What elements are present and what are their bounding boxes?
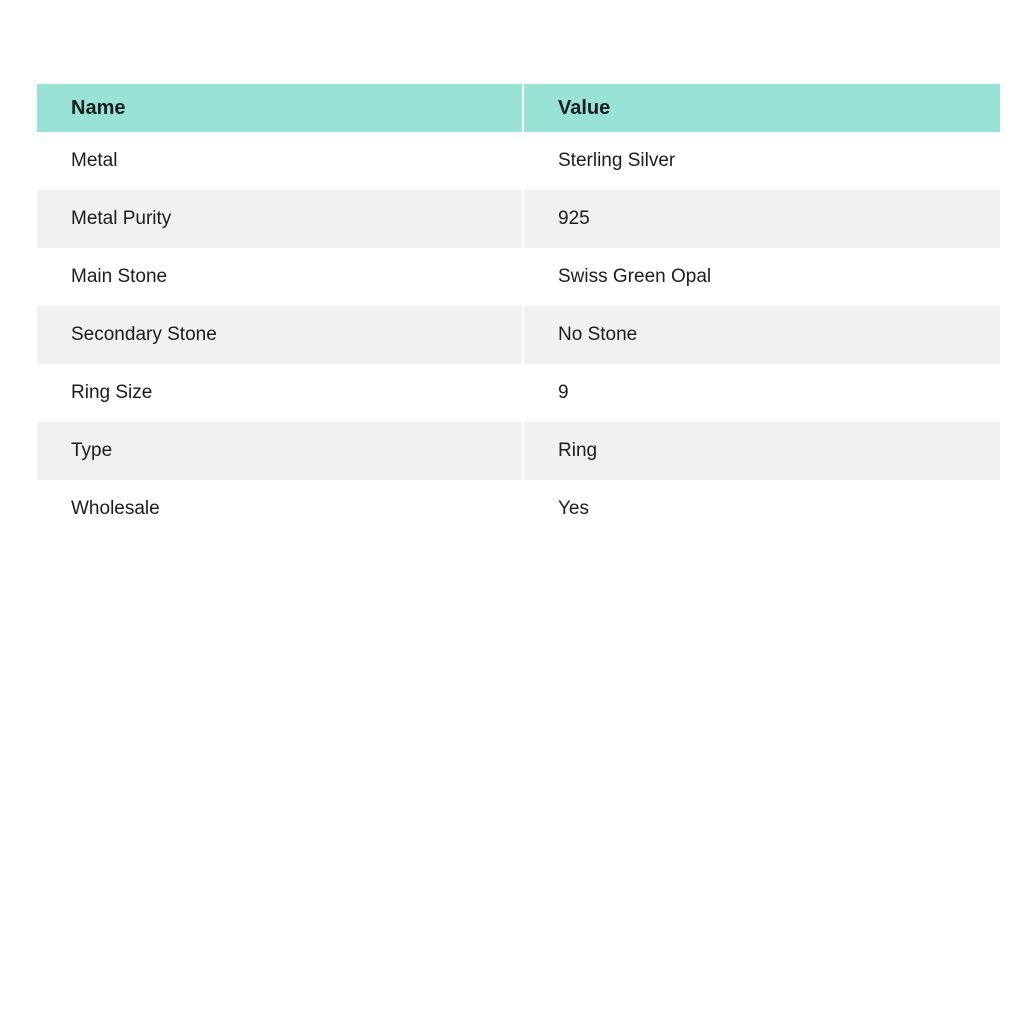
table-row (37, 306, 1000, 364)
attribute-value-cell: Swiss Green Opal (523, 248, 1000, 306)
attribute-name-cell: Main Stone (37, 248, 523, 306)
attribute-value-cell: Yes (523, 480, 1000, 538)
column-header-value: Value (523, 84, 1000, 132)
table-row (37, 248, 1000, 306)
column-header-name: Name (37, 84, 523, 132)
attribute-name-cell: Metal Purity (37, 190, 523, 248)
table-header-row (37, 84, 1000, 132)
table-row (37, 132, 1000, 190)
product-attributes-table (37, 84, 1000, 538)
attribute-value-cell: No Stone (523, 306, 1000, 364)
table-row (37, 364, 1000, 422)
attribute-value-cell: 9 (523, 364, 1000, 422)
attribute-name-cell: Secondary Stone (37, 306, 523, 364)
attribute-name-cell: Ring Size (37, 364, 523, 422)
attribute-name-cell: Wholesale (37, 480, 523, 538)
attribute-value-cell: Sterling Silver (523, 132, 1000, 190)
table-row (37, 190, 1000, 248)
attribute-value-cell: Ring (523, 422, 1000, 480)
attribute-value-cell: 925 (523, 190, 1000, 248)
attribute-name-cell: Metal (37, 132, 523, 190)
table-row (37, 480, 1000, 538)
table-row (37, 422, 1000, 480)
attribute-name-cell: Type (37, 422, 523, 480)
